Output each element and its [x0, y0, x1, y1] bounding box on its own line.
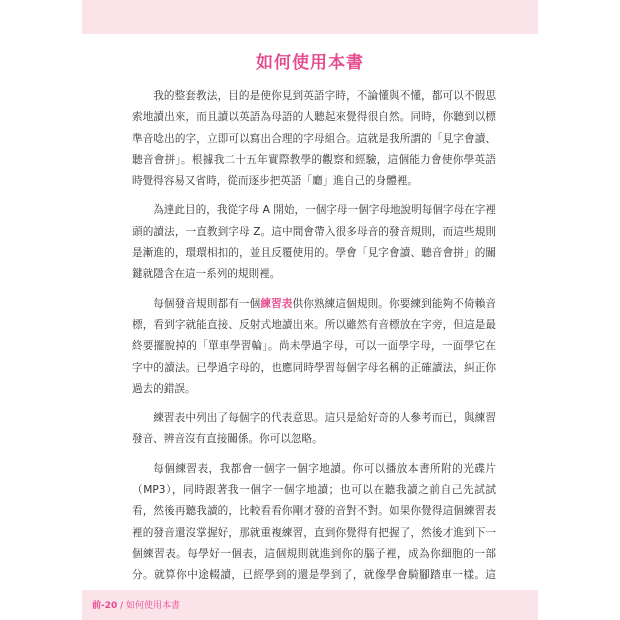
page-title: 如何使用本書	[256, 53, 364, 73]
paragraph-4-text: 練習表中列出了每個字的代表意思。這只是給好奇的人參考而已，與練習發音、辨音沒有直接關係。你可以忽略。	[132, 412, 496, 446]
paragraph-4	[132, 408, 496, 451]
paragraph-5	[132, 459, 496, 608]
footer-section-title: 如何使用本書	[126, 601, 181, 611]
paragraph-5-text: 每個練習表，我都會一個字一個字地讀。你可以播放本書所附的光碟片（MP3），同時跟著我一個字一個字地讀；也可以在聽我讀之前自己先試試看，然後再聽我讀的，比較看看你剛才發的音對不對。如果你覺得這個練習表裡的發音還沒掌握好，那就重複練習，直到你覺得有把握了，然後才進到下一個練習表。每學好一個表，這個規則就進到你的腦子裡，成為你細胞的一部分。就算你中途輟讀，已經學到的還是學到了，就像學會騎腳踏車一樣。這	[132, 462, 496, 582]
page-footer	[82, 590, 538, 620]
paragraph-1-text: 我的整套教法，目的是使你見到英語字時，不論懂與不懂，都可以不假思索地讀出來，而且讀以英語為母語的人聽起來覺得很自然。同時，你聽到以標準音唸出的字，立即可以寫出合理的字母組合。這就是我所謂的「見字會讀、聽音會拼」。根據我二十五年實際教學的觀察和經驗，這個能力會使你學英語時覺得容易又省時，從而逐步把英語「廳」進自己的身體裡。	[132, 90, 496, 188]
highlight-practice-table: 練習表	[260, 297, 293, 310]
paragraph-2	[132, 200, 496, 285]
paragraph-1	[132, 86, 496, 192]
page-number: 前-20	[92, 601, 118, 611]
footer-separator: /	[117, 601, 127, 611]
paragraph-3	[132, 294, 496, 400]
paragraph-3-text-end: 供你熟練這個規則。你要練到能夠不倚賴音標，看到字就能直接、反射式地讀出來。所以雖然有音標放在字旁，但這是最終要擺脫掉的「單車學習輪」。尚未學過字母，可以一面學字母，一面學它在字中的讀法。已學過字母的，也應同時學習每個字母名稱的正確讀法，糾正你過去的錯誤。	[132, 297, 497, 395]
top-band	[82, 0, 538, 34]
body-text	[132, 86, 496, 616]
paragraph-2-text: 為達此目的，我從字母 A 開始，一個字母一個字母地說明每個字母在字裡頭的讀法，一直教到字母 Z。這中間會帶入很多母音的發音規則，而這些規則是漸進的，環環相扣的，並且反覆使用的。學會「見字會讀、聽音會拼」的關鍵就隱含在這一系列的規則裡。	[132, 204, 496, 281]
book-page	[82, 0, 538, 620]
footer-text	[92, 598, 180, 611]
paragraph-3-text-start: 每個發音規則都有一個	[153, 297, 261, 310]
